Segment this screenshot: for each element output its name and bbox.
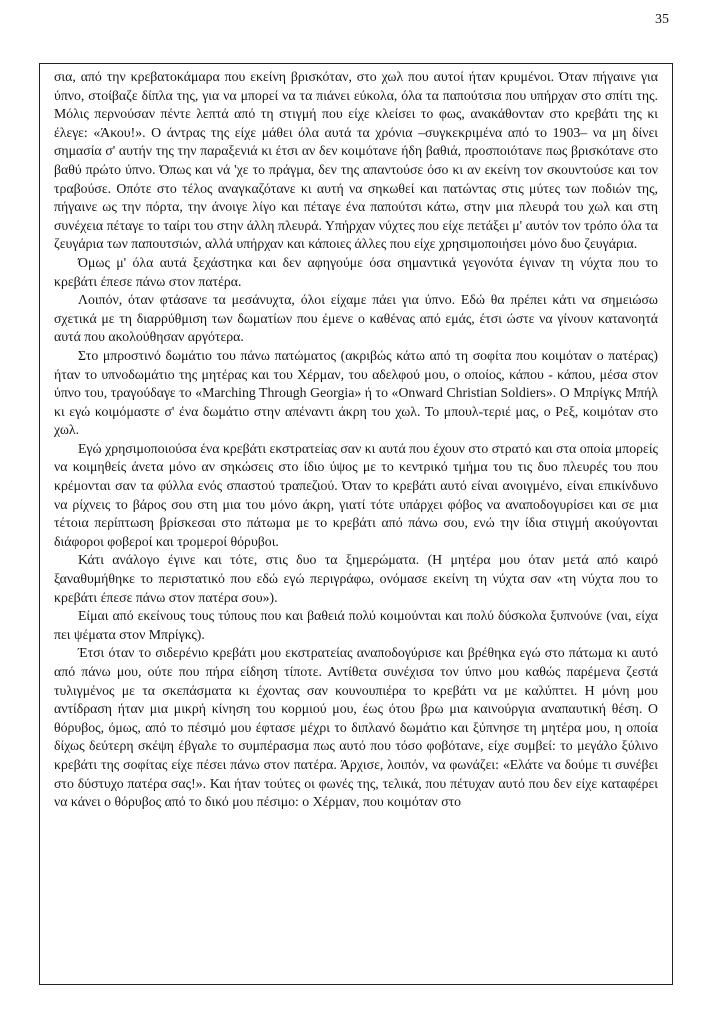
paragraph: Κάτι ανάλογο έγινε και τότε, στις δυο τα ξημερώματα. (Η μητέρα μου όταν μετά από καιρό ξαναθυμήθηκε το περιστατικό που εδώ εγώ περιγράφω, ονόμασε εκείνη τη νύχτα σαν «τη νύχτα που το κρεβάτι έπεσε πάνω στον πατέρα σου»). (54, 552, 658, 605)
paragraph: σια, από την κρεβατοκάμαρα που εκείνη βρισκόταν, στο χωλ που αυτοί ήταν κρυμένοι. Όταν πήγαινε για ύπνο, στοίβαζε δίπλα της, για να μπορεί να τα πιάνει εύκολα, όλα τα παπούτσια που υπήρχαν στο σπίτι της. Μόλις περνούσαν πέντε λεπτά από τη στιγμή που είχε κλείσει το φως, ανακάθονταν στο κρεβάτι της κι έλεγε: «Άκου!». Ο άντρας της είχε μάθει όλα αυτά τα χρόνια –συγκεκριμένα από το 1903– να μη δίνει σημασία σ' αυτήν της την παραξενιά κι έτσι αν δεν κοιμότανε ήδη βαθιά, προσποιότανε πως βρισκότανε στο βαθύ πρώτο ύπνο. Όπως και νά 'χε το πράγμα, δεν της απαντούσε όσο κι αν εκείνη τον σκουντούσε και τον τραβούσε. Οπότε στο τέλος αναγκαζότανε κι αυτή να σηκωθεί και πατώντας στις μύτες των ποδιών της, πήγαινε ως την πόρτα, την άνοιγε λίγο και πέταγε ένα παπούτσι κάτω, στην μια πλευρά του χωλ και στη συνέχεια πέταγε το ταίρι του στην άλλη πλευρά. Υπήρχαν νύχτες που είχε πετάξει μ' αυτόν τον τρόπο όλα τα ζευγάρια των παπουτσιών, αλλά υπήρχαν και κάποιες άλλες που είχε χρησιμοποιήσει μόνο δυο ζευγάρια. (54, 69, 658, 252)
paragraph: Εγώ χρησιμοποιούσα ένα κρεβάτι εκστρατείας σαν κι αυτά που έχουν στο στρατό και στα οποία μπορείς να κοιμηθείς άνετα μόνο αν σηκώσεις στο ίδιο ύψος με το κεντρικό τμήμα του τις δυο πλευρές του που κρέμονται σαν τα φύλλα ενός σπαστού τραπεζιού. Όταν το κρεβάτι αυτό είναι ανοιγμένο, είναι επικίνδυνο να ρίχνεις το βάρος σου στη μια του μόνο άκρη, γιατί τότε υπάρχει φόβος να αναποδογυρίσει και σε μια τέτοια περίπτωση βρίσκεσαι στο πάτωμα με το κρεβάτι από πάνω σου, ενώ την ίδια στιγμή ακούγονται διάφοροι φοβεροί και τρομεροί θόρυβοι. (54, 440, 658, 549)
paragraph: Όμως μ' όλα αυτά ξεχάστηκα και δεν αφηγούμε όσα σημαντικά γεγονότα έγιναν τη νύχτα που το κρεβάτι έπεσε πάνω στον πατέρα. (54, 254, 658, 289)
paragraph: Στο μπροστινό δωμάτιο του πάνω πατώματος (ακριβώς κάτω από τη σοφίτα που κοιμόταν ο πατέρας) ήταν το υπνοδωμάτιο της μητέρας και του Χέρμαν, του αδελφού μου, ο οποίος, κάπου - κάπου, μέσα στον ύπνο του, τραγούδαγε το «Marching Through Georgia» ή το «Onward Christian Soldiers». Ο Μπρίγκς Μπήλ κι εγώ κοιμόμαστε σ' ένα δωμάτιο στην απέναντι άκρη του χωλ. Το μπουλ-τεριέ μας, ο Ρεξ, κοιμόταν στο χωλ. (54, 347, 658, 438)
page-number: 35 (655, 12, 669, 27)
paragraph: Έτσι όταν το σιδερένιο κρεβάτι μου εκστρατείας αναποδογύρισε και βρέθηκα εγώ στο πάτωμα κι αυτό από πάνω μου, ούτε που πήρα είδηση τίποτε. Αντίθετα συνέχισα τον ύπνο μου καθώς παρέμενα ζεστά τυλιγμένος με τα σκεπάσματα κι έχοντας σαν κουνουπιέρα το κρεβάτι να με καλύπτει. Η μόνη μου αντίδραση ήταν μια μικρή κίνηση του κορμιού μου, έως ότου βρω μια καινούργια αναπαυτική θέση. Ο θόρυβος, όμως, από το πέσιμό μου έφτασε μέχρι το διπλανό δωμάτιο και ξύπνησε τη μητέρα μου, η οποία δίχως δεύτερη σκέψη έβγαλε το συμπέρασμα πως αυτό που τόσο φοβότανε, είχε συμβεί: το μεγάλο ξύλινο κρεβάτι της σοφίτας είχε πέσει πάνω στον πατέρα. Άρχισε, λοιπόν, να φωνάζει: «Ελάτε να δούμε τι συνέβει στο δύστυχο πατέρα σας!». Και ήταν τούτες οι φωνές της, τελικά, που πέτυχαν αυτό που δεν είχε καταφέρει να κάνει ο θόρυβος από το δικό μου πέσιμο: ο Χέρμαν, που κοιμόταν στο (54, 645, 658, 810)
paragraph: Είμαι από εκείνους τους τύπους που και βαθειά πολύ κοιμούνται και πολύ δύσκολα ξυπνούνε (ναι, είχα πει ψέματα στον Μπρίγκς). (54, 608, 658, 642)
paragraph: Λοιπόν, όταν φτάσανε τα μεσάνυχτα, όλοι είχαμε πάει για ύπνο. Εδώ θα πρέπει κάτι να σημειώσω σχετικά με τη διαρρύθμιση των δωματίων που έμενε ο καθένας από εμάς, έτσι ώστε να γίνουν κατανοητά αυτά που ακολούθησαν αργότερα. (54, 292, 658, 345)
text-frame (39, 63, 673, 985)
